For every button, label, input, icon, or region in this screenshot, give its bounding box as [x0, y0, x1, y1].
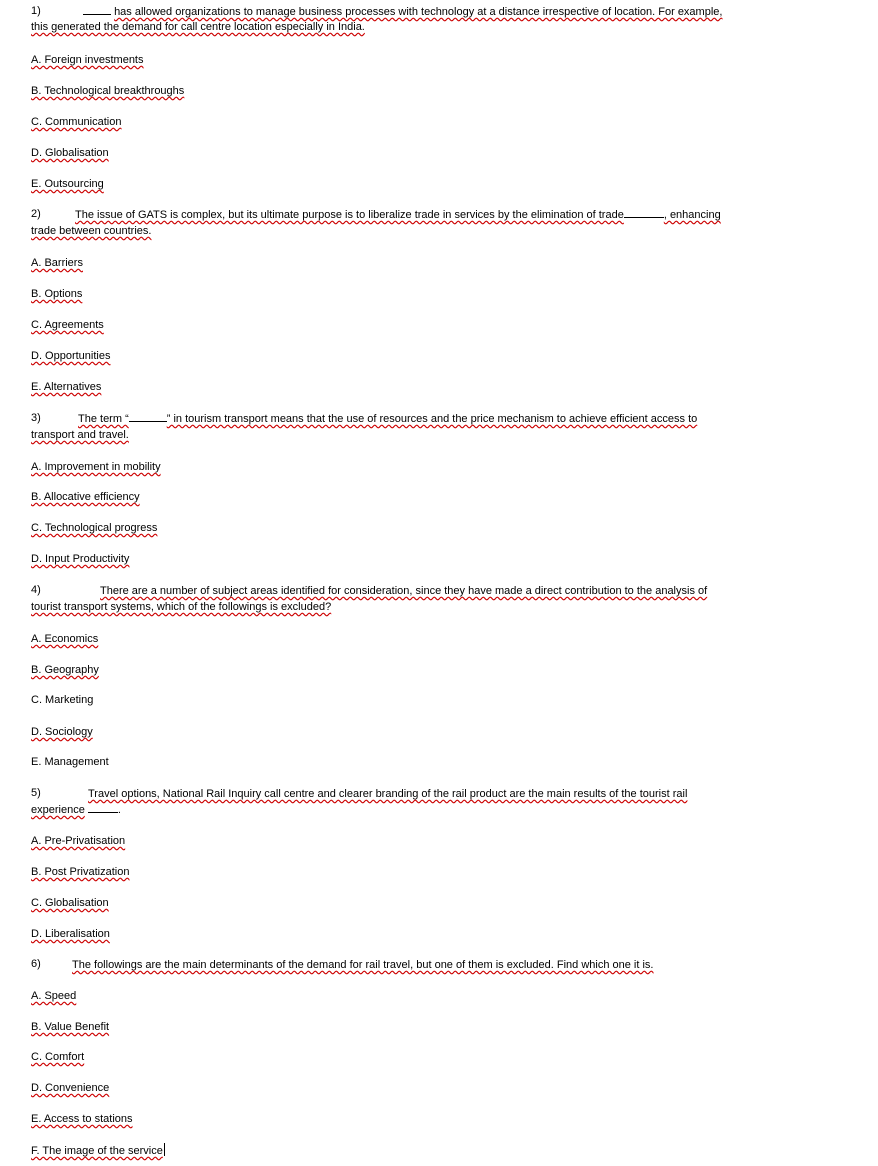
- q1-option-a: A. Foreign investments: [31, 54, 144, 66]
- q2-option-a: A. Barriers: [31, 257, 83, 269]
- question-4-line1: There are a number of subject areas identified for consideration, since they have made a direct contribution to the analysis of: [100, 585, 708, 597]
- question-4-line2: tourist transport systems, which of the followings is excluded?: [31, 601, 332, 613]
- q1-option-b: B. Technological breakthroughs: [31, 85, 185, 97]
- q2-option-d: D. Opportunities: [31, 350, 111, 362]
- question-3-number: 3): [31, 412, 41, 424]
- question-5-line1: Travel options, National Rail Inquiry call centre and clearer branding of the rail product are the main results of the tourist rail: [88, 788, 688, 800]
- question-1-line1: [83, 5, 788, 19]
- answer-blank[interactable]: [88, 803, 118, 813]
- question-2-line2: trade between countries.: [31, 225, 152, 237]
- q5-option-d: D. Liberalisation: [31, 928, 110, 940]
- question-5-line2: [31, 803, 788, 817]
- q5-option-b: B. Post Privatization: [31, 866, 130, 878]
- text-cursor: [164, 1143, 165, 1156]
- question-2-text-a: The issue of GATS is complex, but its ultimate purpose is to liberalize trade in services by the elimination of trade: [75, 209, 624, 221]
- q2-option-e: E. Alternatives: [31, 381, 102, 393]
- q3-option-d: D. Input Productivity: [31, 553, 130, 565]
- question-6-number: 6): [31, 958, 41, 970]
- q4-option-e: E. Management: [31, 756, 109, 768]
- q6-option-a: A. Speed: [31, 990, 77, 1002]
- q1-option-e: E. Outsourcing: [31, 178, 104, 190]
- question-2-text-b: , enhancing: [663, 209, 721, 221]
- q3-option-a: A. Improvement in mobility: [31, 461, 161, 473]
- answer-blank[interactable]: [129, 412, 167, 422]
- question-1-number: 1): [31, 5, 41, 17]
- q2-option-b: B. Options: [31, 288, 83, 300]
- q1-option-c: C. Communication: [31, 116, 122, 128]
- question-5-period: .: [117, 804, 121, 816]
- question-2-number: 2): [31, 208, 41, 220]
- answer-blank[interactable]: [624, 208, 664, 218]
- question-4-number: 4): [31, 584, 41, 596]
- q3-option-b: B. Allocative efficiency: [31, 491, 140, 503]
- q1-option-d: D. Globalisation: [31, 147, 109, 159]
- question-3-line2: transport and travel.: [31, 429, 129, 441]
- q6-option-e: E. Access to stations: [31, 1113, 133, 1125]
- question-3-line1: [78, 412, 788, 426]
- q6-option-f-line[interactable]: [31, 1143, 165, 1158]
- q6-option-b: B. Value Benefit: [31, 1021, 110, 1033]
- answer-blank[interactable]: [83, 5, 111, 15]
- q4-option-d: D. Sociology: [31, 726, 93, 738]
- q6-option-c: C. Comfort: [31, 1051, 85, 1063]
- q4-option-b: B. Geography: [31, 664, 99, 676]
- question-3-text-a: The term “: [78, 413, 129, 425]
- q3-option-c: C. Technological progress: [31, 522, 158, 534]
- question-1-text: has allowed organizations to manage business processes with technology at a distance irrespective of location. For example,: [114, 6, 723, 18]
- q4-option-a: A. Economics: [31, 633, 99, 645]
- q2-option-c: C. Agreements: [31, 319, 104, 331]
- question-2-line1: [75, 208, 788, 222]
- question-5-number: 5): [31, 787, 41, 799]
- q5-option-c: C. Globalisation: [31, 897, 109, 909]
- question-3-text-b: ” in tourism transport means that the use of resources and the price mechanism to achieve efficient access to: [166, 413, 698, 425]
- q4-option-c: C. Marketing: [31, 694, 94, 706]
- question-1-line2: this generated the demand for call centre location especially in India.: [31, 21, 365, 33]
- question-6-line1: The followings are the main determinants of the demand for rail travel, but one of them is excluded. Find which one it is.: [72, 959, 654, 971]
- q6-option-f: F. The image of the service: [31, 1145, 163, 1157]
- q5-option-a: A. Pre-Privatisation: [31, 835, 126, 847]
- q6-option-d: D. Convenience: [31, 1082, 110, 1094]
- question-5-text: experience: [31, 804, 85, 816]
